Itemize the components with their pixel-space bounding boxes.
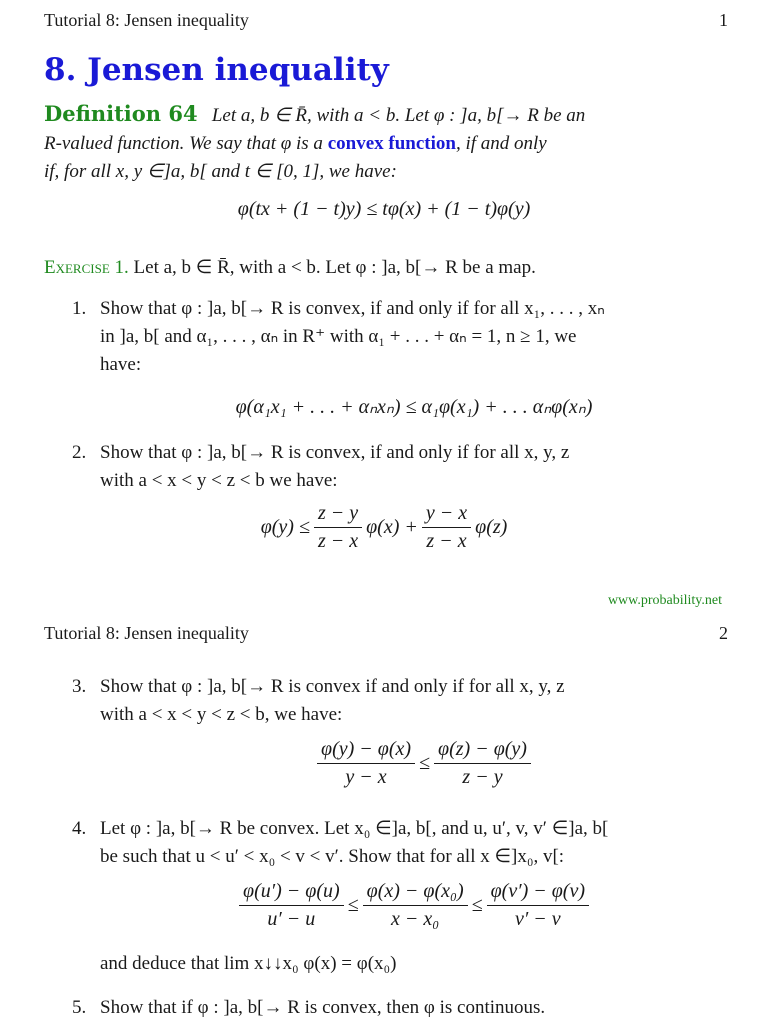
exercise-label: Exercise 1.: [44, 257, 129, 278]
list-item-4: [72, 815, 762, 871]
item-3-line-1: Show that φ : ]a, b[→ R is convex if and only if for all x, y, z: [100, 676, 565, 697]
fraction-numerator: φ(v′) − φ(v): [487, 880, 589, 906]
item-2-fraction-2: [422, 502, 471, 553]
item-4-line-3: and deduce that lim x↓↓x₀ φ(x) = φ(x₀): [100, 953, 397, 974]
definition-label: Definition 64: [44, 101, 198, 126]
list-item-3: [72, 673, 732, 729]
page-title: 8. Jensen inequality: [44, 52, 389, 88]
list-item-5: [72, 994, 732, 1022]
item-3-fraction-2: [434, 738, 531, 789]
page1-header-title: Tutorial 8: Jensen inequality: [44, 10, 249, 30]
fraction-denominator: u′ − u: [267, 908, 316, 930]
item-2-eq-lhs: φ(y) ≤: [260, 516, 310, 538]
item-4-fraction-1: [239, 880, 344, 931]
fraction-numerator: φ(x) − φ(x₀): [363, 880, 468, 906]
item-3-fraction-1: [317, 738, 415, 789]
fraction-denominator: z − x: [426, 530, 467, 552]
item-2-equation: [0, 502, 768, 553]
item-1-line-1: Show that φ : ]a, b[→ R is convex, if and only if for all x₁, . . . , xₙ: [100, 298, 605, 319]
fraction-numerator: φ(y) − φ(x): [317, 738, 415, 764]
item-number: 5.: [72, 997, 87, 1018]
fraction-denominator: v′ − v: [514, 908, 561, 930]
definition-line-3: if, for all x, y ∈]a, b[ and t ∈ [0, 1], we have:: [44, 161, 397, 182]
item-2-eq-rhs: φ(z): [475, 516, 508, 538]
item-3-relation: ≤: [419, 752, 431, 774]
site-link[interactable]: www.probability.net: [607, 593, 722, 608]
item-1-line-3: have:: [100, 354, 142, 375]
item-4-line-2: be such that u < u′ < x₀ < v < v′. Show that for all x ∈]x₀, v[:: [100, 846, 565, 867]
item-2-line-2: with a < x < y < z < b we have:: [100, 470, 338, 491]
exercise-text: Let a, b ∈ R̄, with a < b. Let φ : ]a, b[→ R be a map.: [133, 257, 536, 278]
definition-line-2b: , if and only: [455, 133, 547, 154]
item-1-equation: φ(α₁x₁ + . . . + αₙxₙ) ≤ α₁φ(x₁) + . . . αₙφ(xₙ): [235, 396, 593, 418]
item-2-fraction-1: [314, 502, 362, 553]
item-number: 3.: [72, 676, 87, 697]
item-1-line-2: in ]a, b[ and α₁, . . . , αₙ in R⁺ with α₁ + . . . + αₙ = 1, n ≥ 1, we: [100, 326, 577, 347]
definition-line-2a: R-valued function. We say that φ is a: [44, 133, 328, 154]
fraction-denominator: z − y: [462, 766, 503, 788]
list-item-1: [72, 295, 732, 379]
convex-function-term: convex function: [327, 133, 456, 154]
fraction-denominator: y − x: [345, 766, 387, 788]
item-4-relation-2: ≤: [471, 894, 483, 916]
item-3-line-2: with a < x < y < z < b, we have:: [100, 704, 343, 725]
fraction-numerator: z − y: [314, 502, 362, 528]
item-4-fraction-2: [363, 880, 468, 931]
item-4-fraction-3: [487, 880, 589, 931]
item-4-equation: [30, 880, 768, 931]
page1-page-number: 1: [719, 10, 728, 30]
item-4-line-1: Let φ : ]a, b[→ R be convex. Let x₀ ∈]a, b[, and u, u′, v, v′ ∈]a, b[: [100, 818, 609, 839]
exercise-statement: [44, 254, 734, 282]
item-4-relation-1: ≤: [347, 894, 359, 916]
list-item-2: [72, 439, 732, 495]
item-2-eq-mid: φ(x) +: [366, 516, 418, 538]
fraction-denominator: z − x: [317, 530, 359, 552]
item-number: 2.: [72, 442, 87, 463]
fraction-numerator: φ(u′) − φ(u): [239, 880, 344, 906]
fraction-numerator: φ(z) − φ(y): [434, 738, 531, 764]
fraction-denominator: x − x₀: [391, 908, 440, 930]
page2-page-number: 2: [719, 623, 728, 643]
item-2-line-1: Show that φ : ]a, b[→ R is convex, if and only if for all x, y, z: [100, 442, 570, 463]
definition-block: [44, 100, 734, 186]
fraction-numerator: y − x: [422, 502, 471, 528]
definition-line-1: Let a, b ∈ R̄, with a < b. Let φ : ]a, b[→ R be an: [211, 105, 586, 126]
item-number: 4.: [72, 818, 87, 839]
page2-header-title: Tutorial 8: Jensen inequality: [44, 623, 249, 643]
item-5-line-1: Show that if φ : ]a, b[→ R is convex, then φ is continuous.: [100, 997, 546, 1018]
item-3-equation: [40, 738, 768, 789]
definition-equation: φ(tx + (1 − t)y) ≤ tφ(x) + (1 − t)φ(y): [237, 198, 531, 220]
item-number: 1.: [72, 298, 87, 319]
